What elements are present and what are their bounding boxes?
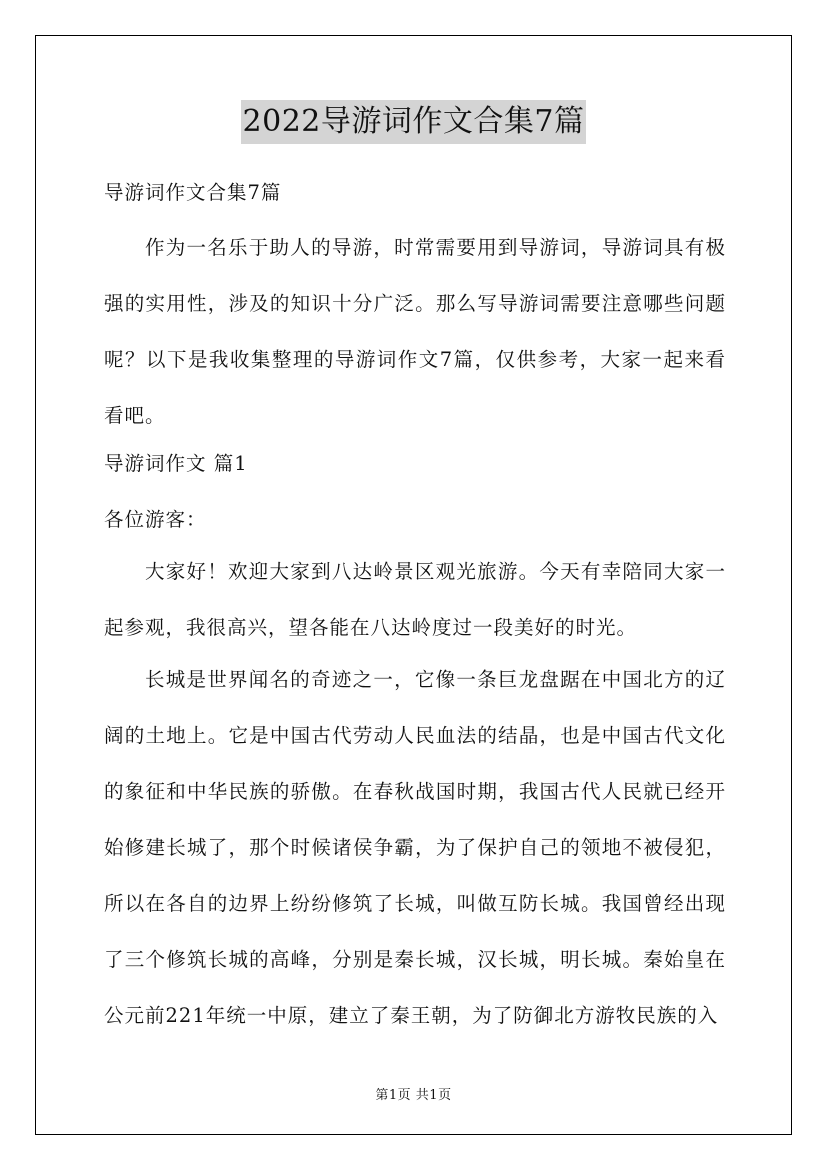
section-heading: 导游词作文 篇1 — [104, 452, 248, 475]
document-subtitle: 导游词作文合集7篇 — [104, 181, 282, 204]
intro-paragraph: 作为一名乐于助人的导游，时常需要用到导游词，导游词具有极强的实用性，涉及的知识十分广泛。那么写导游词需要注意哪些问题呢？以下是我收集整理的导游词作文7篇，仅供参考，大家一起来看看吧。 — [104, 236, 726, 427]
document-title-wrapper — [0, 100, 827, 144]
body-paragraph-1: 大家好！欢迎大家到八达岭景区观光旅游。今天有幸陪同大家一起参观，我很高兴，望各能在八达岭度过一段美好的时光。 — [104, 560, 726, 639]
page-footer: 第1页 共1页 — [375, 1088, 452, 1103]
body-paragraph-2: 长城是世界闻名的奇迹之一，它像一条巨龙盘踞在中国北方的辽阔的土地上。它是中国古代劳动人民血法的结晶，也是中国古代文化的象征和中华民族的骄傲。在春秋战国时期，我国古代人民就已经开始修建长城了，那个时候诸侯争霸，为了保护自己的领地不被侵犯，所以在各自的边界上纷纷修筑了长城，叫做互防长城。我国曾经出现了三个修筑长城的高峰，分别是秦长城，汉长城，明长城。秦始皇在公元前221年统一中原，建立了秦王朝，为了防御北方游牧民族的入 — [104, 668, 726, 1027]
document-title: 2022导游词作文合集7篇 — [241, 100, 587, 144]
greeting: 各位游客： — [104, 508, 207, 531]
